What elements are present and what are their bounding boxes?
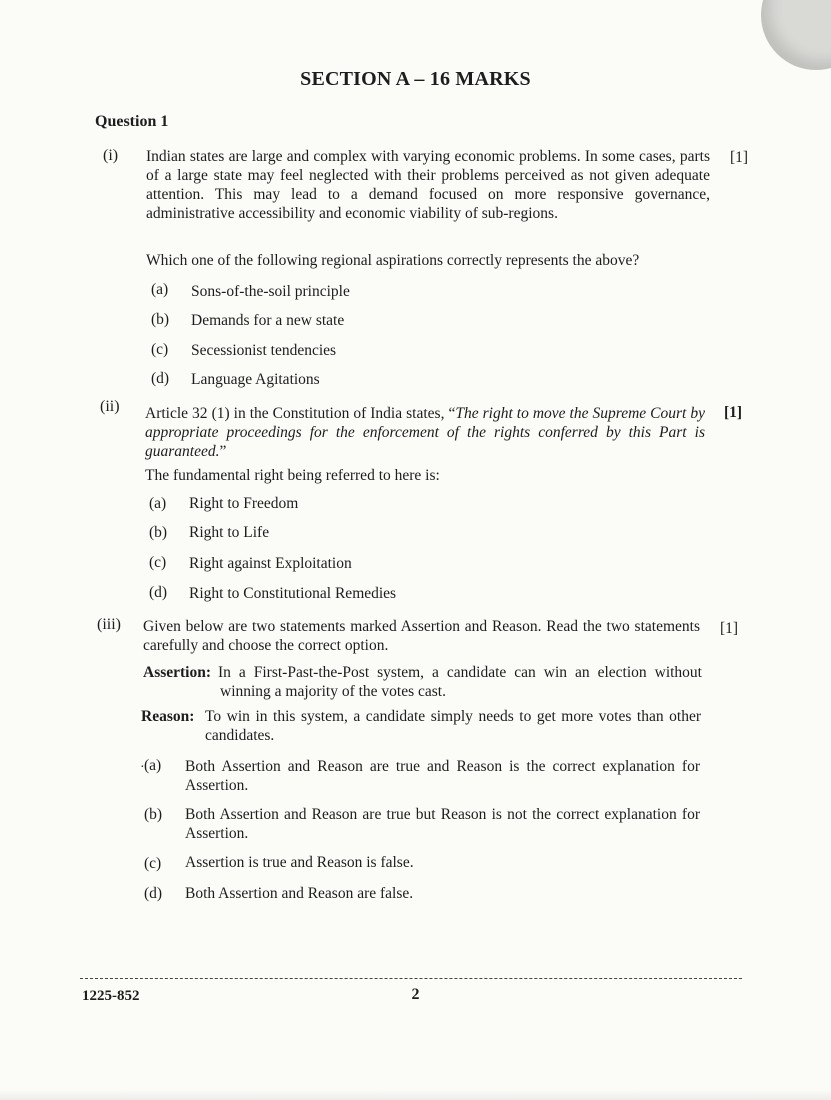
option-text: Right against Exploitation [189, 555, 352, 572]
option-letter: (b) [151, 311, 170, 328]
question-number-i: (i) [103, 147, 119, 164]
page-bottom-edge [0, 1090, 831, 1100]
option-text: Demands for a new state [191, 312, 345, 329]
option-letter: (b) [149, 524, 168, 541]
question-i-marks: [1] [730, 149, 749, 166]
option-letter: (d) [144, 885, 163, 902]
footer-divider [80, 978, 742, 979]
question-iii-stem: Given below are two statements marked Assertion and Reason. Read the two statements carefully and choose the correct option. [143, 618, 700, 654]
question-number-iii: (iii) [97, 616, 121, 633]
reason-label: Reason: [141, 708, 195, 725]
question-ii-prompt: The fundamental right being referred to here is: [145, 467, 440, 484]
option-text: Assertion is true and Reason is false. [185, 854, 414, 871]
option-text: Right to Freedom [189, 495, 299, 512]
option-text: Right to Life [189, 524, 270, 541]
question-ii-close-quote: ” [219, 443, 227, 460]
option-letter: (c) [144, 855, 162, 872]
page-number: 2 [411, 986, 420, 1003]
option-letter: (a) [151, 281, 169, 298]
assertion-text [220, 663, 702, 701]
option-letter: (c) [151, 341, 169, 358]
question-number-ii: (ii) [100, 398, 120, 415]
option-letter: (d) [151, 370, 170, 387]
folded-page-corner [761, 0, 831, 70]
option-text: Sons-of-the-soil principle [191, 283, 350, 300]
option-text: Secessionist tendencies [191, 342, 337, 359]
option-text: Right to Constitutional Remedies [189, 585, 397, 602]
question-i-prompt: Which one of the following regional aspirations correctly represents the above? [146, 252, 640, 269]
question-ii-stem [145, 404, 705, 461]
question-heading: Question 1 [95, 113, 169, 130]
option-letter: (d) [149, 584, 168, 601]
option-letter: (a) [149, 495, 167, 512]
question-ii-quote: The right to move the Supreme Court by appropriate proceedings for the enforcement of the rights conferred by this Part is guaranteed. [145, 405, 706, 460]
paper-code: 1225-852 [82, 988, 140, 1004]
section-title: SECTION A – 16 MARKS [300, 68, 531, 90]
reason-text: To win in this system, a candidate simply needs to get more votes than other candidates. [205, 708, 701, 744]
option-letter: (b) [144, 806, 163, 823]
question-ii-stem-text: Article 32 (1) in the Constitution of India states, “ [145, 405, 456, 422]
assertion-label: Assertion: [143, 664, 212, 681]
option-text: Both Assertion and Reason are true but Reason is not the correct explanation for Assertion. [185, 806, 700, 842]
question-i-stem: Indian states are large and complex with varying economic problems. In some cases, parts of a large state may feel neglected with their problems perceived as not given adequate attention. This may lead to a demand focused on more responsive governance, administrative accessibility and economic viability of sub-regions. [146, 148, 710, 222]
option-text: Language Agitations [191, 371, 320, 388]
option-letter: (a) [144, 757, 162, 774]
option-text: Both Assertion and Reason are true and Reason is the correct explanation for Assertion. [185, 758, 700, 794]
option-text: Both Assertion and Reason are false. [185, 885, 414, 902]
question-iii-marks: [1] [720, 620, 739, 637]
question-ii-marks: [1] [724, 404, 743, 421]
stray-mark: · [140, 760, 145, 775]
assertion-text-content: In a First-Past-the-Post system, a candidate can win an election without winning a majority of the votes cast. [218, 664, 702, 700]
option-letter: (c) [149, 554, 167, 571]
